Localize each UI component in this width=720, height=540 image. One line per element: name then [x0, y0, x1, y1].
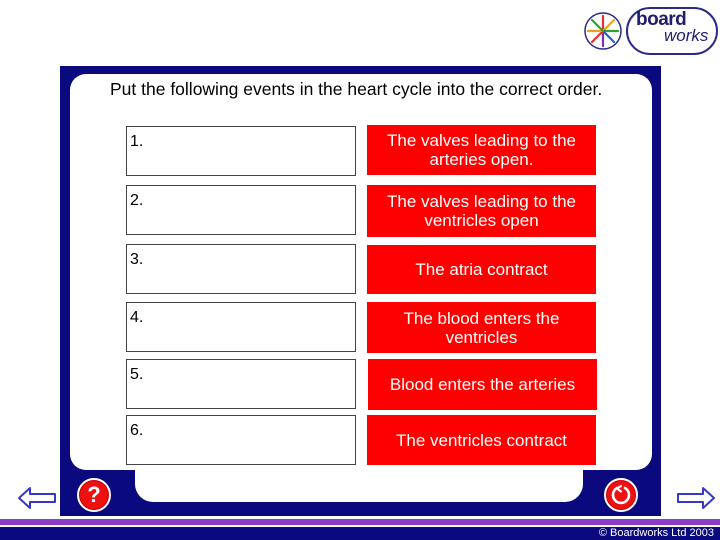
answer-slot-4[interactable] [126, 302, 356, 352]
question-text: Put the following events in the heart cycle into the correct order. [110, 79, 603, 99]
event-card-ventricles-contract[interactable]: The ventricles contract [367, 415, 596, 465]
event-card-ventricle-valves[interactable]: The valves leading to the ventricles open [367, 185, 596, 237]
reset-button[interactable] [604, 478, 638, 512]
slot-number: 5. [130, 366, 144, 383]
event-card-blood-arteries[interactable]: Blood enters the arteries [368, 359, 597, 410]
event-card-arteries-valves[interactable]: The valves leading to the arteries open. [367, 125, 596, 175]
help-button[interactable]: ? [77, 478, 111, 512]
event-card-atria-contract[interactable]: The atria contract [367, 245, 596, 294]
sunburst-icon [583, 10, 623, 52]
copyright-text: © Boardworks Ltd 2003 [598, 527, 714, 539]
slot-number: 1. [130, 133, 144, 150]
event-card-blood-ventricles[interactable]: The blood enters the ventricles [367, 302, 596, 353]
footer-accent-bar [0, 519, 720, 525]
answer-slot-3[interactable] [126, 244, 356, 294]
logo-text-works: works [664, 26, 709, 45]
previous-slide-arrow-icon[interactable] [17, 486, 57, 510]
next-slide-arrow-icon[interactable] [676, 486, 716, 510]
slot-number: 3. [130, 251, 144, 268]
answer-slot-1[interactable] [126, 126, 356, 176]
slot-number: 4. [130, 309, 144, 326]
answer-slot-6[interactable] [126, 415, 356, 465]
slot-number: 2. [130, 192, 144, 209]
answer-slot-5[interactable] [126, 359, 356, 409]
slot-number: 6. [130, 422, 144, 439]
activity-panel-footer [135, 470, 583, 502]
answer-slot-2[interactable] [126, 185, 356, 235]
reset-icon [610, 484, 632, 506]
logo-text-board: board [636, 9, 687, 30]
